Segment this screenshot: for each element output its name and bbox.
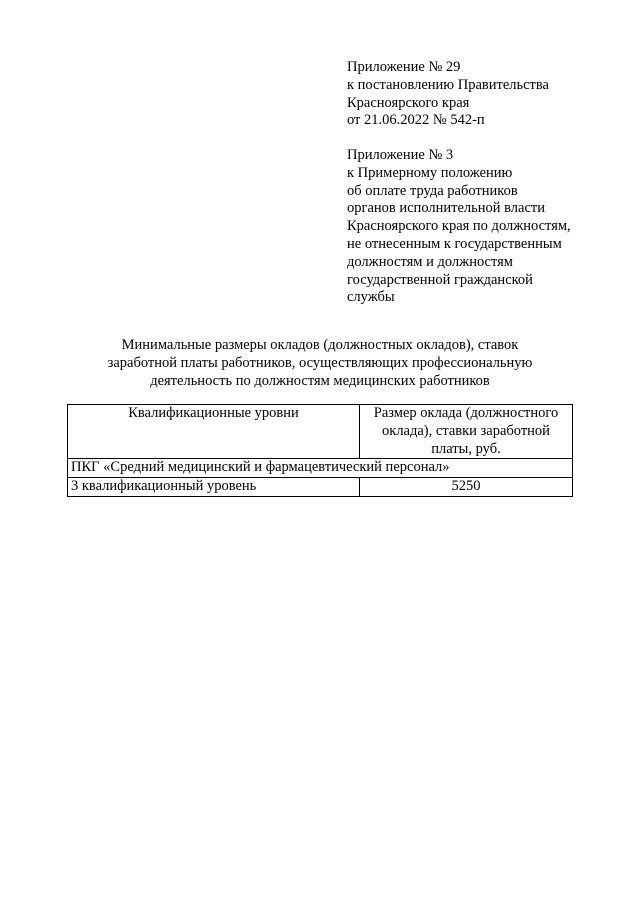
appendix-2-line: Приложение № 3 (347, 147, 454, 163)
title-line: заработной платы работников, осуществляющих профессиональную (107, 354, 533, 371)
salary-value-cell: 5250 (360, 478, 573, 497)
appendix-1-line: к постановлению Правительства (347, 76, 549, 93)
document-title (60, 337, 580, 390)
appendix-2-line: должностям и должностям (347, 253, 513, 270)
header-qualification-levels: Квалификационные уровни (68, 405, 360, 459)
appendix-3-reference (347, 147, 627, 307)
header-salary-line: Размер оклада (должностного (373, 405, 559, 421)
appendix-2-line: не отнесенным к государственным (347, 235, 562, 252)
header-salary-line: оклада), ставки заработной (382, 422, 550, 439)
appendix-1-line: Красноярского края (347, 94, 470, 111)
header-salary (360, 405, 573, 459)
appendix-2-line: об оплате труда работников (347, 182, 518, 199)
header-salary-line: платы, руб. (431, 440, 501, 457)
table-row (68, 478, 573, 497)
professional-group-title: ПКГ «Средний медицинский и фармацевтический персонал» (68, 459, 573, 478)
appendix-29-reference (347, 59, 627, 130)
qualification-level-cell: 3 квалификационный уровень (68, 478, 360, 497)
title-line: деятельность по должностям медицинских работников (150, 372, 490, 389)
salary-table (67, 404, 573, 497)
appendix-1-line: от 21.06.2022 № 542-п (347, 112, 485, 129)
appendix-2-line: к Примерному положению (347, 164, 513, 181)
table-header-row (68, 405, 573, 459)
appendix-2-line: Красноярского края по должностям, (347, 218, 571, 235)
group-row (68, 459, 573, 478)
appendix-2-line: органов исполнительной власти (347, 200, 546, 217)
title-line: Минимальные размеры окладов (должностных окладов), ставок (121, 337, 519, 353)
appendix-1-line: Приложение № 29 (347, 59, 461, 75)
appendix-2-line: службы (347, 289, 395, 306)
appendix-2-line: государственной гражданской (347, 271, 533, 288)
